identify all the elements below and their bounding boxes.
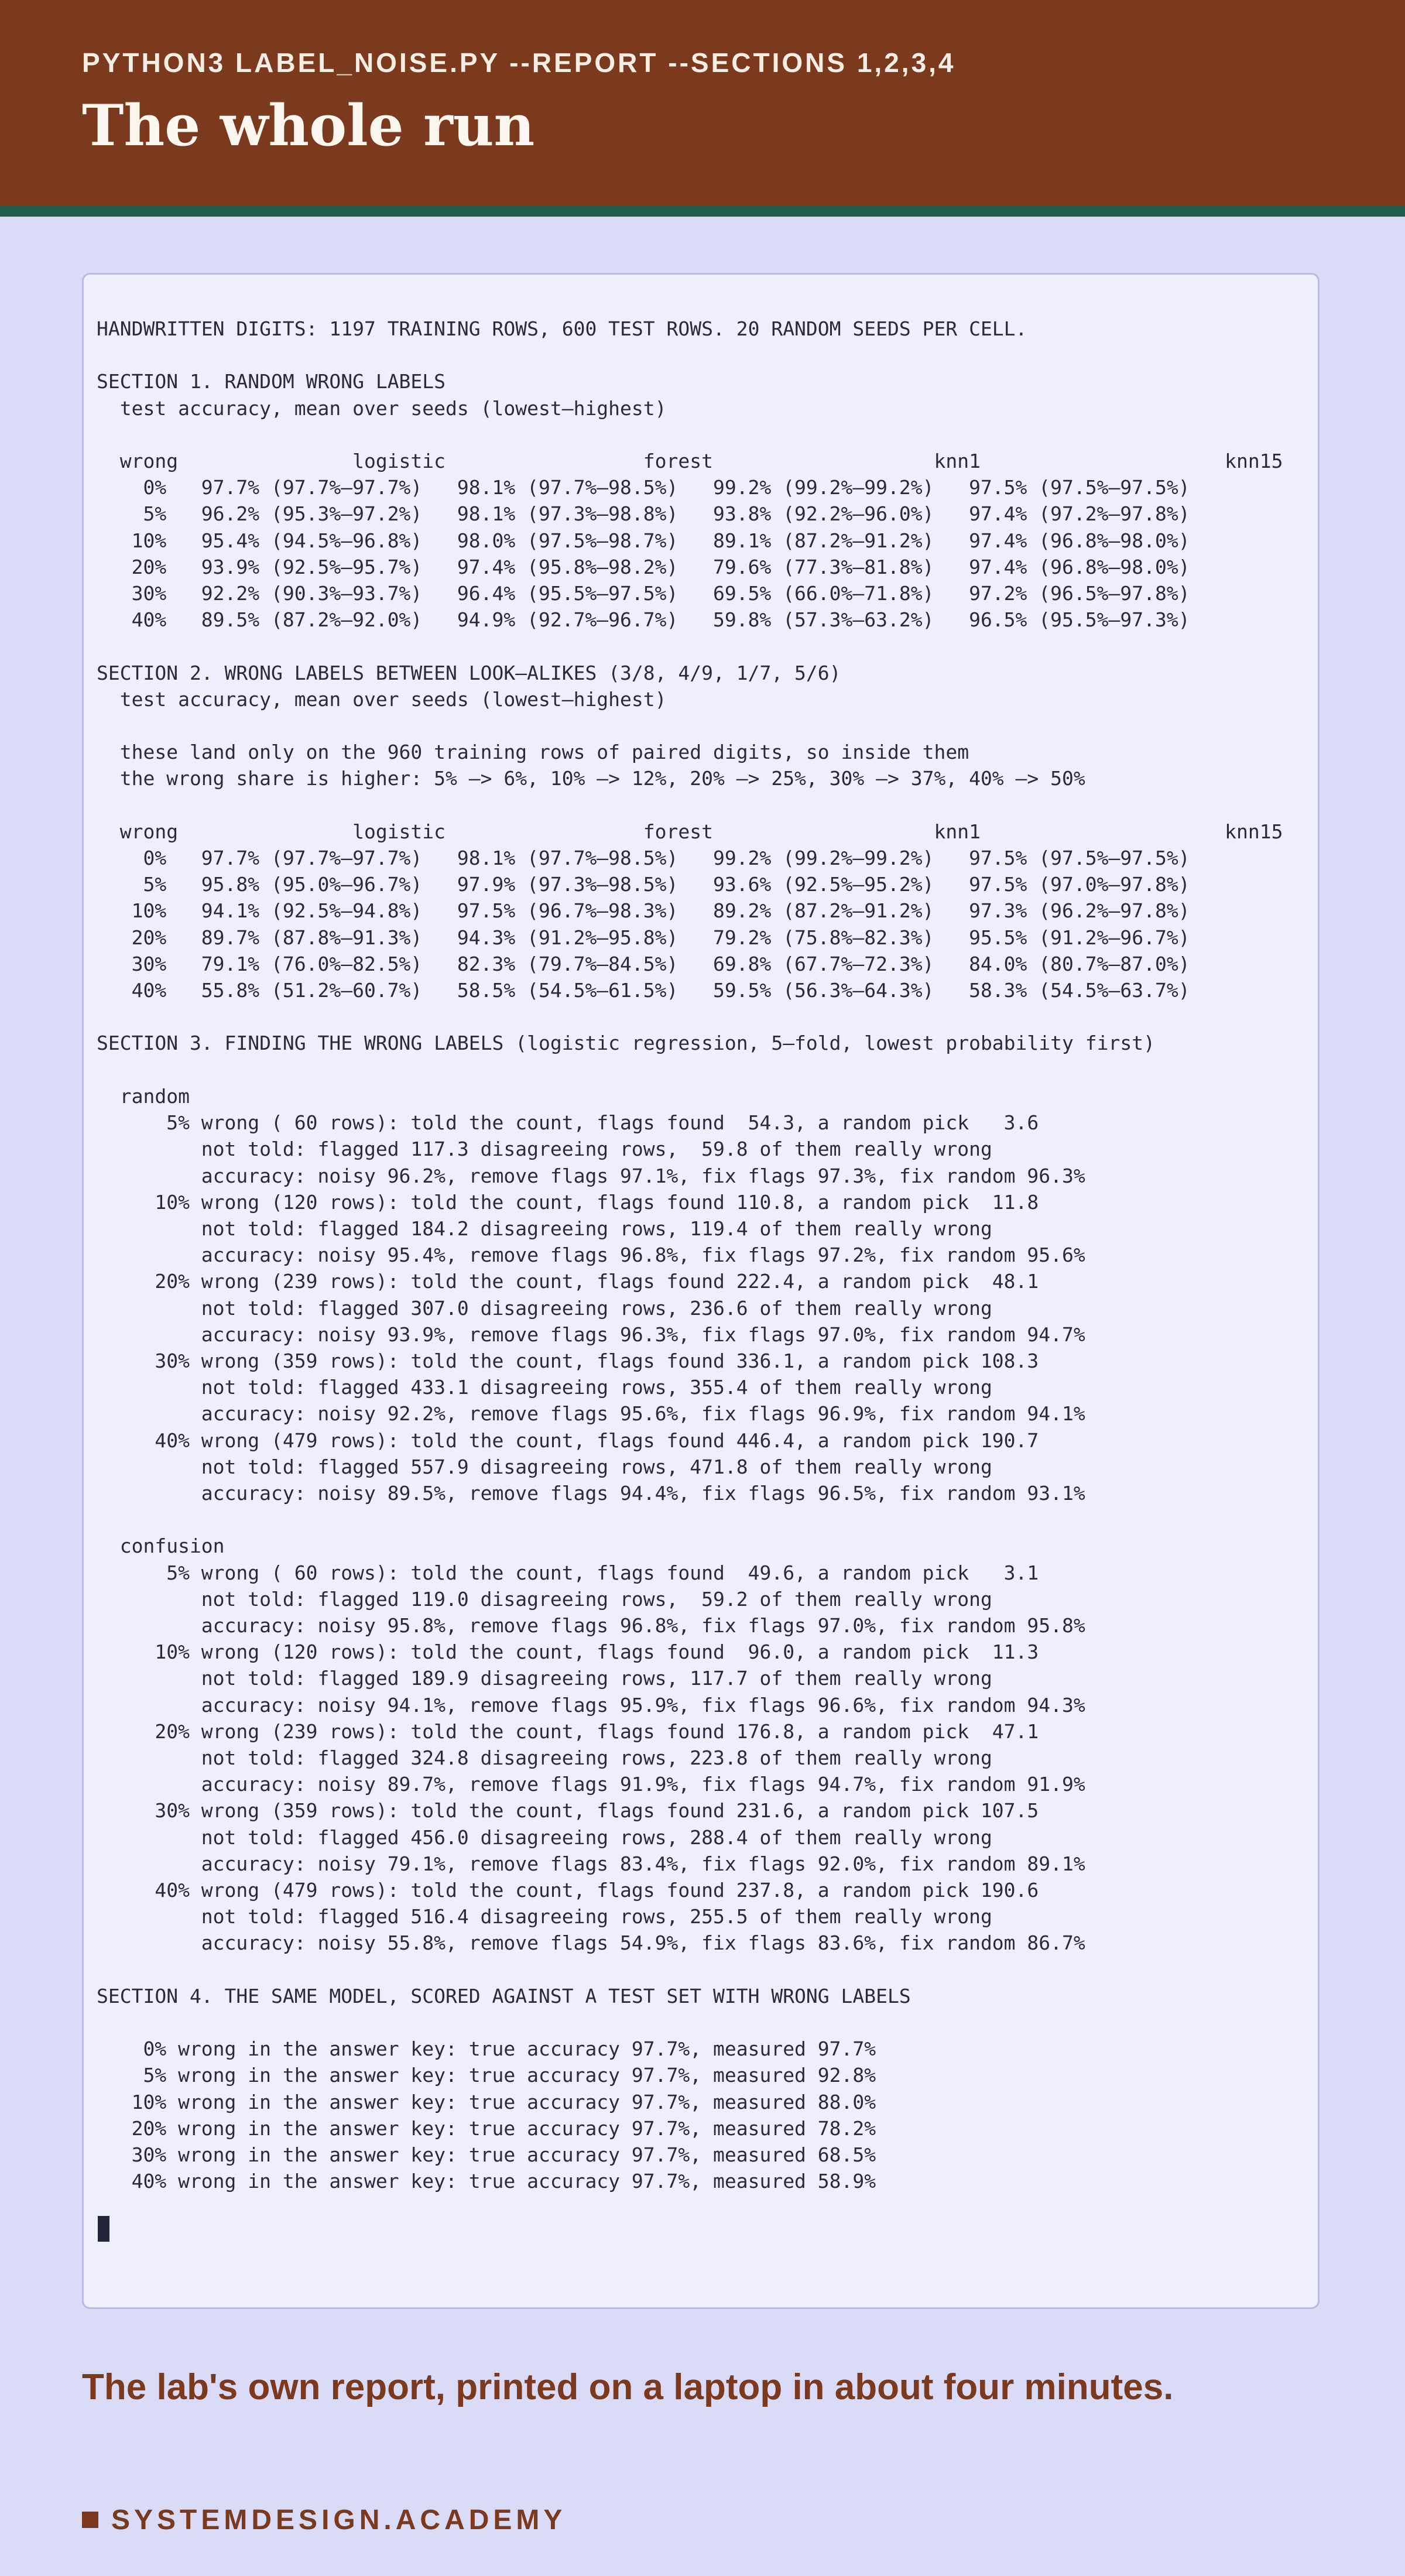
terminal-line: not told: flagged 516.4 disagreeing rows, 255.5 of them really wrong bbox=[97, 1905, 992, 1928]
terminal-line: 30% 92.2% (90.3%–93.7%) 96.4% (95.5%–97.5%) 69.5% (66.0%–71.8%) 97.2% (96.5%–97.8%) bbox=[97, 582, 1190, 605]
page-title: The whole run bbox=[82, 93, 535, 159]
terminal-line: 30% wrong (359 rows): told the count, flags found 336.1, a random pick 108.3 bbox=[97, 1349, 1039, 1372]
terminal-line: not told: flagged 189.9 disagreeing rows, 117.7 of them really wrong bbox=[97, 1667, 992, 1690]
terminal-line: 30% wrong (359 rows): told the count, flags found 231.6, a random pick 107.5 bbox=[97, 1799, 1039, 1823]
terminal-line: random bbox=[97, 1084, 190, 1108]
terminal-line bbox=[97, 1957, 1283, 1983]
terminal-line: 10% 94.1% (92.5%–94.8%) 97.5% (96.7%–98.3%) 89.2% (87.2%–91.2%) 97.3% (96.2%–97.8%) bbox=[97, 899, 1190, 923]
terminal-line: 10% 95.4% (94.5%–96.8%) 98.0% (97.5%–98.7%) 89.1% (87.2%–91.2%) 97.4% (96.8%–98.0%) bbox=[97, 529, 1190, 552]
terminal-line: accuracy: noisy 94.1%, remove flags 95.9%, fix flags 96.6%, fix random 94.3% bbox=[97, 1693, 1085, 1717]
terminal-cursor bbox=[98, 2216, 109, 2242]
terminal-line: 10% wrong (120 rows): told the count, flags found 96.0, a random pick 11.3 bbox=[97, 1640, 1039, 1664]
square-icon bbox=[82, 2512, 98, 2528]
terminal-line bbox=[97, 1003, 1283, 1030]
terminal-line: 30% wrong in the answer key: true accuracy 97.7%, measured 68.5% bbox=[97, 2143, 876, 2167]
terminal-line: HANDWRITTEN DIGITS: 1197 TRAINING ROWS, 600 TEST ROWS. 20 RANDOM SEEDS PER CELL. bbox=[97, 317, 1027, 340]
terminal-line: 5% 96.2% (95.3%–97.2%) 98.1% (97.3%–98.8%) 93.8% (92.2%–96.0%) 97.4% (97.2%–97.8%) bbox=[97, 502, 1190, 526]
brand-name: SYSTEMDESIGN.ACADEMY bbox=[111, 2504, 567, 2536]
terminal-line: accuracy: noisy 95.8%, remove flags 96.8%, fix flags 97.0%, fix random 95.8% bbox=[97, 1614, 1085, 1637]
terminal-line: SECTION 1. RANDOM WRONG LABELS bbox=[97, 370, 446, 393]
terminal-line: accuracy: noisy 95.4%, remove flags 96.8%, fix flags 97.2%, fix random 95.6% bbox=[97, 1244, 1085, 1267]
terminal-line: 5% wrong ( 60 rows): told the count, flags found 49.6, a random pick 3.1 bbox=[97, 1561, 1039, 1584]
terminal-line: 40% 89.5% (87.2%–92.0%) 94.9% (92.7%–96.7%) 59.8% (57.3%–63.2%) 96.5% (95.5%–97.3%) bbox=[97, 608, 1190, 632]
terminal-line: 5% wrong ( 60 rows): told the count, flags found 54.3, a random pick 3.6 bbox=[97, 1111, 1039, 1135]
caption: The lab's own report, printed on a laptop in about four minutes. bbox=[82, 2367, 1174, 2407]
terminal-line: confusion bbox=[97, 1534, 225, 1558]
terminal-line: not told: flagged 433.1 disagreeing rows, 355.4 of them really wrong bbox=[97, 1376, 992, 1399]
terminal-line: 0% 97.7% (97.7%–97.7%) 98.1% (97.7%–98.5%) 99.2% (99.2%–99.2%) 97.5% (97.5%–97.5%) bbox=[97, 847, 1190, 870]
terminal-line: test accuracy, mean over seeds (lowest–highest) bbox=[97, 396, 667, 420]
footer-brand[interactable] bbox=[82, 2503, 566, 2536]
terminal-line: 20% 89.7% (87.8%–91.3%) 94.3% (91.2%–95.8%) 79.2% (75.8%–82.3%) 95.5% (91.2%–96.7%) bbox=[97, 926, 1190, 949]
terminal-line: wrong logistic forest knn1 knn15 bbox=[97, 450, 1283, 473]
terminal-line: not told: flagged 324.8 disagreeing rows, 223.8 of them really wrong bbox=[97, 1746, 992, 1769]
terminal-line: the wrong share is higher: 5% –> 6%, 10% –> 12%, 20% –> 25%, 30% –> 37%, 40% –> 50% bbox=[97, 767, 1085, 790]
terminal-line bbox=[97, 422, 1283, 448]
terminal-line: 0% wrong in the answer key: true accuracy 97.7%, measured 97.7% bbox=[97, 2037, 876, 2061]
terminal-line: 40% wrong (479 rows): told the count, flags found 237.8, a random pick 190.6 bbox=[97, 1878, 1039, 1902]
terminal-line: 10% wrong (120 rows): told the count, flags found 110.8, a random pick 11.8 bbox=[97, 1190, 1039, 1214]
terminal-line: accuracy: noisy 79.1%, remove flags 83.4%, fix flags 92.0%, fix random 89.1% bbox=[97, 1852, 1085, 1875]
terminal-line: 5% 95.8% (95.0%–96.7%) 97.9% (97.3%–98.5%) 93.6% (92.5%–95.2%) 97.5% (97.0%–97.8%) bbox=[97, 873, 1190, 896]
terminal-line: accuracy: noisy 89.7%, remove flags 91.9%, fix flags 94.7%, fix random 91.9% bbox=[97, 1773, 1085, 1796]
header-divider bbox=[0, 206, 1405, 217]
terminal-line: accuracy: noisy 55.8%, remove flags 54.9%, fix flags 83.6%, fix random 86.7% bbox=[97, 1931, 1085, 1955]
terminal-line: not told: flagged 307.0 disagreeing rows, 236.6 of them really wrong bbox=[97, 1296, 992, 1320]
terminal-line: not told: flagged 456.0 disagreeing rows, 288.4 of them really wrong bbox=[97, 1825, 992, 1849]
terminal-line: test accuracy, mean over seeds (lowest–highest) bbox=[97, 687, 667, 711]
terminal-line bbox=[97, 342, 1283, 368]
command-line: PYTHON3 LABEL_NOISE.PY --REPORT --SECTIONS 1,2,3,4 bbox=[82, 47, 956, 78]
terminal-line bbox=[97, 1057, 1283, 1083]
terminal-line: these land only on the 960 training rows of paired digits, so inside them bbox=[97, 741, 969, 764]
terminal-line: 20% 93.9% (92.5%–95.7%) 97.4% (95.8%–98.2%) 79.6% (77.3%–81.8%) 97.4% (96.8%–98.0%) bbox=[97, 555, 1190, 578]
terminal-line: accuracy: noisy 89.5%, remove flags 94.4%, fix flags 96.5%, fix random 93.1% bbox=[97, 1481, 1085, 1505]
terminal-line bbox=[97, 1506, 1283, 1533]
terminal-line: not told: flagged 117.3 disagreeing rows, 59.8 of them really wrong bbox=[97, 1138, 992, 1161]
terminal-line: 40% 55.8% (51.2%–60.7%) 58.5% (54.5%–61.5%) 59.5% (56.3%–64.3%) 58.3% (54.5%–63.7%) bbox=[97, 979, 1190, 1002]
terminal-line: SECTION 2. WRONG LABELS BETWEEN LOOK–ALIKES (3/8, 4/9, 1/7, 5/6) bbox=[97, 661, 841, 684]
terminal-output bbox=[97, 316, 1283, 2194]
page-header bbox=[0, 0, 1405, 206]
terminal-panel bbox=[82, 273, 1320, 2309]
terminal-line: not told: flagged 119.0 disagreeing rows, 59.2 of them really wrong bbox=[97, 1587, 992, 1611]
terminal-line: accuracy: noisy 96.2%, remove flags 97.1%, fix flags 97.3%, fix random 96.3% bbox=[97, 1164, 1085, 1187]
terminal-line: 5% wrong in the answer key: true accuracy 97.7%, measured 92.8% bbox=[97, 2064, 876, 2087]
terminal-line: 20% wrong (239 rows): told the count, flags found 222.4, a random pick 48.1 bbox=[97, 1270, 1039, 1293]
terminal-line: 40% wrong in the answer key: true accuracy 97.7%, measured 58.9% bbox=[97, 2170, 876, 2193]
terminal-line: SECTION 4. THE SAME MODEL, SCORED AGAINST A TEST SET WITH WRONG LABELS bbox=[97, 1984, 911, 2008]
terminal-line: 10% wrong in the answer key: true accuracy 97.7%, measured 88.0% bbox=[97, 2090, 876, 2113]
terminal-line bbox=[97, 2009, 1283, 2036]
terminal-line: 30% 79.1% (76.0%–82.5%) 82.3% (79.7%–84.5%) 69.8% (67.7%–72.3%) 84.0% (80.7%–87.0%) bbox=[97, 952, 1190, 975]
terminal-line: SECTION 3. FINDING THE WRONG LABELS (logistic regression, 5–fold, lowest probability first) bbox=[97, 1032, 1155, 1055]
terminal-line: 0% 97.7% (97.7%–97.7%) 98.1% (97.7%–98.5%) 99.2% (99.2%–99.2%) 97.5% (97.5%–97.5%) bbox=[97, 476, 1190, 499]
terminal-line: 40% wrong (479 rows): told the count, flags found 446.4, a random pick 190.7 bbox=[97, 1429, 1039, 1452]
terminal-line bbox=[97, 712, 1283, 739]
terminal-line: not told: flagged 557.9 disagreeing rows, 471.8 of them really wrong bbox=[97, 1455, 992, 1478]
terminal-line: accuracy: noisy 92.2%, remove flags 95.6%, fix flags 96.9%, fix random 94.1% bbox=[97, 1402, 1085, 1426]
terminal-line: wrong logistic forest knn1 knn15 bbox=[97, 820, 1283, 843]
terminal-line bbox=[97, 633, 1283, 659]
terminal-line: 20% wrong (239 rows): told the count, flags found 176.8, a random pick 47.1 bbox=[97, 1719, 1039, 1743]
terminal-line bbox=[97, 792, 1283, 818]
terminal-line: accuracy: noisy 93.9%, remove flags 96.3%, fix flags 97.0%, fix random 94.7% bbox=[97, 1323, 1085, 1346]
terminal-line: not told: flagged 184.2 disagreeing rows, 119.4 of them really wrong bbox=[97, 1217, 992, 1240]
terminal-line: 20% wrong in the answer key: true accuracy 97.7%, measured 78.2% bbox=[97, 2116, 876, 2140]
